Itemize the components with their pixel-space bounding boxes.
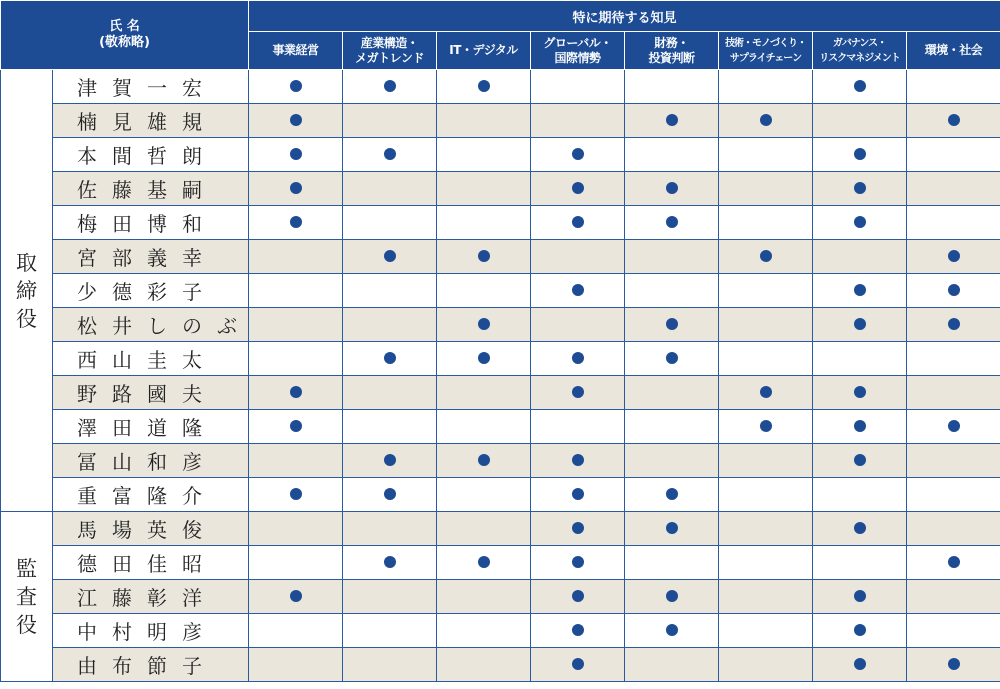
expertise-dot-icon (666, 488, 678, 500)
expertise-dot-icon (666, 114, 678, 126)
matrix-cell (907, 444, 1000, 478)
matrix-cell (343, 410, 437, 444)
matrix-cell (343, 206, 437, 240)
member-name: 重富隆介 (53, 478, 249, 512)
expertise-dot-icon (572, 454, 584, 466)
member-name: 楠見雄規 (53, 104, 249, 138)
matrix-cell (907, 308, 1000, 342)
column-header-global: グローバル・ 国際情勢 (531, 32, 625, 70)
member-name: 佐藤基嗣 (53, 172, 249, 206)
matrix-cell (907, 70, 1000, 104)
matrix-cell (249, 172, 343, 206)
expertise-dot-icon (572, 352, 584, 364)
matrix-cell (719, 512, 813, 546)
matrix-cell (813, 410, 907, 444)
expertise-dot-icon (854, 148, 866, 160)
expertise-dot-icon (290, 182, 302, 194)
matrix-cell (719, 342, 813, 376)
table-row (1, 240, 1000, 274)
matrix-cell (719, 172, 813, 206)
member-name: 宮部義幸 (53, 240, 249, 274)
matrix-cell (343, 138, 437, 172)
matrix-cell (437, 376, 531, 410)
matrix-cell (249, 614, 343, 648)
expertise-dot-icon (854, 182, 866, 194)
matrix-cell (813, 104, 907, 138)
matrix-cell (907, 512, 1000, 546)
member-name: 冨山和彦 (53, 444, 249, 478)
table-row (1, 648, 1000, 682)
column-header-finance: 財務・ 投資判断 (625, 32, 719, 70)
matrix-cell (813, 342, 907, 376)
matrix-cell (249, 342, 343, 376)
matrix-cell (813, 648, 907, 682)
expertise-dot-icon (290, 386, 302, 398)
table-row (1, 138, 1000, 172)
table-row (1, 70, 1000, 104)
matrix-cell (437, 240, 531, 274)
table-row (1, 478, 1000, 512)
member-name: 馬場英俊 (53, 512, 249, 546)
matrix-cell (907, 580, 1000, 614)
matrix-cell (813, 376, 907, 410)
matrix-cell (907, 240, 1000, 274)
expertise-dot-icon (384, 148, 396, 160)
matrix-cell (719, 648, 813, 682)
matrix-cell (907, 376, 1000, 410)
expertise-dot-icon (384, 80, 396, 92)
matrix-cell (625, 546, 719, 580)
matrix-cell (719, 70, 813, 104)
member-name: 江藤彰洋 (53, 580, 249, 614)
matrix-cell (719, 546, 813, 580)
expertise-dot-icon (948, 250, 960, 262)
matrix-cell (719, 206, 813, 240)
expertise-dot-icon (948, 556, 960, 568)
expertise-dot-icon (854, 454, 866, 466)
matrix-cell (531, 546, 625, 580)
matrix-cell (437, 512, 531, 546)
expertise-dot-icon (290, 114, 302, 126)
expertise-dot-icon (854, 420, 866, 432)
matrix-cell (907, 104, 1000, 138)
matrix-cell (813, 308, 907, 342)
expertise-dot-icon (854, 658, 866, 670)
expertise-dot-icon (854, 386, 866, 398)
matrix-cell (813, 512, 907, 546)
matrix-cell (625, 580, 719, 614)
expertise-dot-icon (572, 148, 584, 160)
matrix-cell (437, 104, 531, 138)
name-header-label: 氏 名 (109, 19, 140, 34)
matrix-cell (249, 376, 343, 410)
matrix-cell (907, 274, 1000, 308)
matrix-cell (343, 70, 437, 104)
table-row (1, 614, 1000, 648)
member-name: 中村明彦 (53, 614, 249, 648)
matrix-cell (343, 478, 437, 512)
matrix-cell (531, 342, 625, 376)
matrix-cell (249, 444, 343, 478)
expertise-dot-icon (478, 352, 490, 364)
matrix-cell (437, 308, 531, 342)
member-name: 西山圭太 (53, 342, 249, 376)
expertise-dot-icon (290, 148, 302, 160)
role-label: 取締役 (1, 70, 53, 512)
matrix-cell (907, 342, 1000, 376)
matrix-cell (437, 478, 531, 512)
expertise-dot-icon (478, 318, 490, 330)
expertise-dot-icon (854, 318, 866, 330)
matrix-cell (437, 546, 531, 580)
table-row (1, 444, 1000, 478)
matrix-cell (531, 410, 625, 444)
column-header-technology-supply-chain: 技術・モノづくり・ サプライチェーン (719, 32, 813, 70)
matrix-cell (249, 478, 343, 512)
expertise-dot-icon (854, 590, 866, 602)
matrix-cell (625, 648, 719, 682)
matrix-cell (343, 240, 437, 274)
matrix-cell (907, 648, 1000, 682)
expertise-dot-icon (666, 522, 678, 534)
expertise-dot-icon (760, 250, 772, 262)
column-header-industry-megatrends: 産業構造・ メガトレンド (343, 32, 437, 70)
matrix-cell (437, 444, 531, 478)
matrix-cell (531, 274, 625, 308)
matrix-cell (719, 104, 813, 138)
matrix-cell (249, 206, 343, 240)
matrix-cell (531, 580, 625, 614)
table-row (1, 376, 1000, 410)
member-name: 德田佳昭 (53, 546, 249, 580)
expertise-dot-icon (854, 80, 866, 92)
matrix-cell (625, 70, 719, 104)
matrix-cell (719, 308, 813, 342)
matrix-cell (719, 274, 813, 308)
expertise-dot-icon (572, 488, 584, 500)
expertise-dot-icon (572, 590, 584, 602)
expertise-dot-icon (572, 216, 584, 228)
matrix-cell (531, 70, 625, 104)
table-row (1, 104, 1000, 138)
matrix-cell (437, 70, 531, 104)
matrix-cell (719, 478, 813, 512)
matrix-cell (813, 614, 907, 648)
member-name: 松井しのぶ (53, 308, 249, 342)
expertise-dot-icon (948, 284, 960, 296)
expertise-dot-icon (760, 114, 772, 126)
matrix-cell (813, 580, 907, 614)
expertise-dot-icon (948, 420, 960, 432)
matrix-cell (531, 104, 625, 138)
expertise-dot-icon (760, 420, 772, 432)
matrix-cell (625, 206, 719, 240)
matrix-cell (437, 648, 531, 682)
expertise-dot-icon (384, 454, 396, 466)
expertise-dot-icon (290, 488, 302, 500)
name-column-header (1, 1, 249, 70)
matrix-cell (249, 138, 343, 172)
member-name: 少德彩子 (53, 274, 249, 308)
expertise-dot-icon (948, 658, 960, 670)
matrix-cell (719, 580, 813, 614)
matrix-cell (531, 512, 625, 546)
expertise-dot-icon (666, 590, 678, 602)
expertise-dot-icon (572, 624, 584, 636)
expertise-dot-icon (666, 352, 678, 364)
matrix-cell (343, 172, 437, 206)
matrix-cell (719, 138, 813, 172)
table-row (1, 342, 1000, 376)
matrix-cell (249, 546, 343, 580)
expertise-dot-icon (666, 216, 678, 228)
matrix-cell (249, 70, 343, 104)
expertise-dot-icon (290, 590, 302, 602)
matrix-cell (343, 512, 437, 546)
table-row (1, 580, 1000, 614)
column-header-environment-society: 環境・社会 (907, 32, 1000, 70)
matrix-cell (531, 444, 625, 478)
column-header-it-digital: IT・デジタル (437, 32, 531, 70)
matrix-cell (813, 172, 907, 206)
matrix-cell (907, 410, 1000, 444)
matrix-cell (813, 444, 907, 478)
matrix-cell (437, 172, 531, 206)
expertise-dot-icon (290, 216, 302, 228)
expertise-dot-icon (572, 284, 584, 296)
matrix-cell (813, 274, 907, 308)
matrix-cell (437, 614, 531, 648)
matrix-cell (249, 274, 343, 308)
matrix-cell (531, 478, 625, 512)
matrix-cell (531, 614, 625, 648)
matrix-cell (437, 274, 531, 308)
matrix-cell (625, 410, 719, 444)
expertise-dot-icon (384, 352, 396, 364)
expertise-dot-icon (572, 522, 584, 534)
matrix-cell (719, 410, 813, 444)
expertise-dot-icon (666, 318, 678, 330)
matrix-cell (625, 342, 719, 376)
matrix-cell (249, 308, 343, 342)
column-header-business-management: 事業経営 (249, 32, 343, 70)
expertise-dot-icon (948, 318, 960, 330)
matrix-cell (625, 614, 719, 648)
matrix-cell (907, 478, 1000, 512)
expertise-dot-icon (384, 488, 396, 500)
member-name: 澤田道隆 (53, 410, 249, 444)
expertise-dot-icon (854, 216, 866, 228)
expertise-header: 特に期待する知見 (249, 1, 1000, 32)
expertise-dot-icon (948, 114, 960, 126)
expertise-dot-icon (384, 250, 396, 262)
matrix-cell (813, 478, 907, 512)
matrix-cell (343, 104, 437, 138)
expertise-dot-icon (666, 182, 678, 194)
expertise-dot-icon (760, 386, 772, 398)
expertise-dot-icon (478, 454, 490, 466)
expertise-dot-icon (854, 624, 866, 636)
matrix-cell (531, 138, 625, 172)
expertise-dot-icon (854, 522, 866, 534)
matrix-cell (531, 648, 625, 682)
column-header-governance-risk: ガバナンス・ リスクマネジメント (813, 32, 907, 70)
member-name: 本間哲朗 (53, 138, 249, 172)
member-name: 由布節子 (53, 648, 249, 682)
expertise-dot-icon (478, 556, 490, 568)
matrix-cell (343, 308, 437, 342)
matrix-cell (531, 240, 625, 274)
matrix-cell (813, 206, 907, 240)
matrix-cell (343, 546, 437, 580)
matrix-cell (249, 648, 343, 682)
matrix-cell (531, 376, 625, 410)
matrix-cell (625, 512, 719, 546)
matrix-cell (531, 206, 625, 240)
matrix-cell (907, 172, 1000, 206)
member-name: 野路國夫 (53, 376, 249, 410)
matrix-cell (813, 240, 907, 274)
matrix-cell (437, 410, 531, 444)
expertise-dot-icon (478, 80, 490, 92)
matrix-cell (437, 206, 531, 240)
matrix-body (1, 70, 1000, 682)
member-name: 津賀一宏 (53, 70, 249, 104)
expertise-dot-icon (384, 556, 396, 568)
matrix-cell (719, 240, 813, 274)
expertise-dot-icon (290, 420, 302, 432)
table-row (1, 410, 1000, 444)
matrix-cell (343, 444, 437, 478)
member-name: 梅田博和 (53, 206, 249, 240)
role-label: 監査役 (1, 512, 53, 682)
matrix-cell (437, 138, 531, 172)
matrix-cell (437, 342, 531, 376)
matrix-cell (719, 376, 813, 410)
matrix-cell (719, 614, 813, 648)
matrix-cell (343, 614, 437, 648)
name-header-note: (敬称略) (99, 35, 150, 50)
expertise-dot-icon (478, 250, 490, 262)
matrix-cell (249, 512, 343, 546)
matrix-cell (625, 444, 719, 478)
matrix-cell (249, 580, 343, 614)
matrix-cell (531, 172, 625, 206)
expertise-dot-icon (290, 80, 302, 92)
matrix-cell (343, 274, 437, 308)
expertise-dot-icon (666, 624, 678, 636)
matrix-cell (813, 138, 907, 172)
matrix-cell (813, 546, 907, 580)
matrix-cell (625, 478, 719, 512)
matrix-cell (625, 308, 719, 342)
expertise-dot-icon (572, 556, 584, 568)
table-row (1, 512, 1000, 546)
matrix-cell (625, 274, 719, 308)
matrix-cell (531, 308, 625, 342)
table-row (1, 274, 1000, 308)
matrix-cell (625, 240, 719, 274)
table-row (1, 172, 1000, 206)
matrix-cell (625, 104, 719, 138)
matrix-cell (907, 614, 1000, 648)
table-row (1, 206, 1000, 240)
matrix-cell (719, 444, 813, 478)
matrix-cell (907, 206, 1000, 240)
expertise-dot-icon (572, 658, 584, 670)
matrix-cell (625, 376, 719, 410)
matrix-cell (343, 580, 437, 614)
matrix-cell (343, 648, 437, 682)
matrix-cell (249, 410, 343, 444)
matrix-cell (343, 342, 437, 376)
matrix-cell (437, 580, 531, 614)
table-row (1, 546, 1000, 580)
matrix-cell (813, 70, 907, 104)
table-row (1, 308, 1000, 342)
matrix-cell (249, 240, 343, 274)
matrix-cell (907, 546, 1000, 580)
matrix-cell (625, 172, 719, 206)
matrix-cell (625, 138, 719, 172)
expertise-dot-icon (572, 182, 584, 194)
expertise-dot-icon (572, 386, 584, 398)
expertise-dot-icon (854, 284, 866, 296)
matrix-cell (907, 138, 1000, 172)
matrix-cell (343, 376, 437, 410)
matrix-cell (249, 104, 343, 138)
